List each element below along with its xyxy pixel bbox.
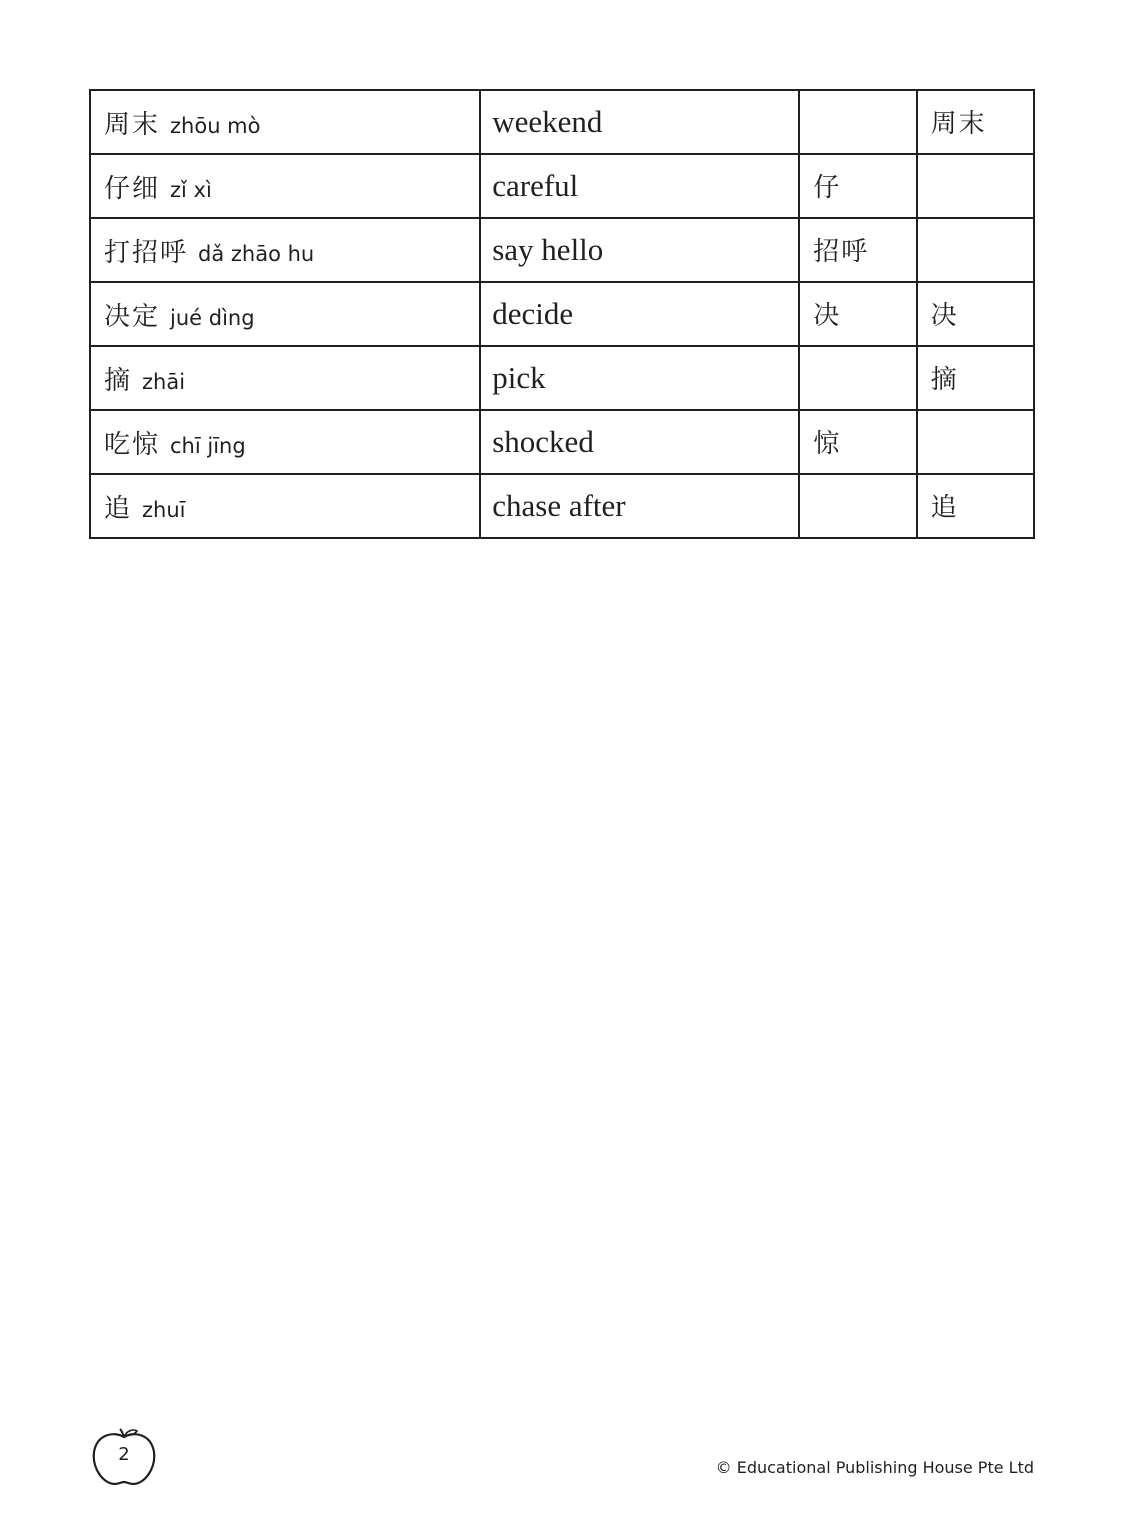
char-cell-b: 摘 [917, 346, 1034, 410]
hanzi-text: 追 [104, 493, 133, 524]
pinyin-text: zhōu mò [170, 113, 261, 138]
hanzi-text: 打招呼 [104, 237, 189, 268]
word-cell [90, 410, 480, 474]
meaning-cell: chase after [480, 474, 799, 538]
pinyin-text: zhāi [142, 369, 186, 394]
word-cell [90, 474, 480, 538]
table-row [90, 282, 1034, 346]
meaning-cell: careful [480, 154, 799, 218]
page-number-badge [89, 1428, 159, 1488]
vocabulary-table [89, 89, 1035, 539]
word-cell [90, 218, 480, 282]
char-cell-a [799, 90, 916, 154]
char-cell-b [917, 218, 1034, 282]
meaning-cell: pick [480, 346, 799, 410]
char-cell-a: 决 [799, 282, 916, 346]
meaning-cell: say hello [480, 218, 799, 282]
table-row [90, 346, 1034, 410]
pinyin-text: chī jīng [170, 433, 246, 458]
word-cell [90, 90, 480, 154]
hanzi-text: 仔细 [104, 173, 161, 204]
char-cell-b: 追 [917, 474, 1034, 538]
hanzi-text: 决定 [104, 301, 161, 332]
char-cell-a [799, 474, 916, 538]
char-cell-b: 周末 [917, 90, 1034, 154]
word-cell [90, 346, 480, 410]
table-row [90, 218, 1034, 282]
char-cell-b [917, 410, 1034, 474]
table-row [90, 154, 1034, 218]
pinyin-text: dǎ zhāo hu [198, 241, 315, 266]
table-row [90, 90, 1034, 154]
meaning-cell: weekend [480, 90, 799, 154]
char-cell-a: 仔 [799, 154, 916, 218]
pinyin-text: zǐ xì [170, 177, 212, 202]
char-cell-b [917, 154, 1034, 218]
pinyin-text: zhuī [142, 497, 186, 522]
word-cell [90, 154, 480, 218]
word-cell [90, 282, 480, 346]
char-cell-a: 惊 [799, 410, 916, 474]
pinyin-text: jué dìng [170, 305, 255, 330]
table-row [90, 474, 1034, 538]
page-number: 2 [118, 1444, 130, 1465]
hanzi-text: 摘 [104, 365, 133, 396]
char-cell-a [799, 346, 916, 410]
hanzi-text: 周末 [104, 109, 161, 140]
char-cell-b: 决 [917, 282, 1034, 346]
table-row [90, 410, 1034, 474]
meaning-cell: shocked [480, 410, 799, 474]
copyright-notice: © Educational Publishing House Pte Ltd [715, 1458, 1034, 1477]
meaning-cell: decide [480, 282, 799, 346]
char-cell-a: 招呼 [799, 218, 916, 282]
hanzi-text: 吃惊 [104, 429, 161, 460]
